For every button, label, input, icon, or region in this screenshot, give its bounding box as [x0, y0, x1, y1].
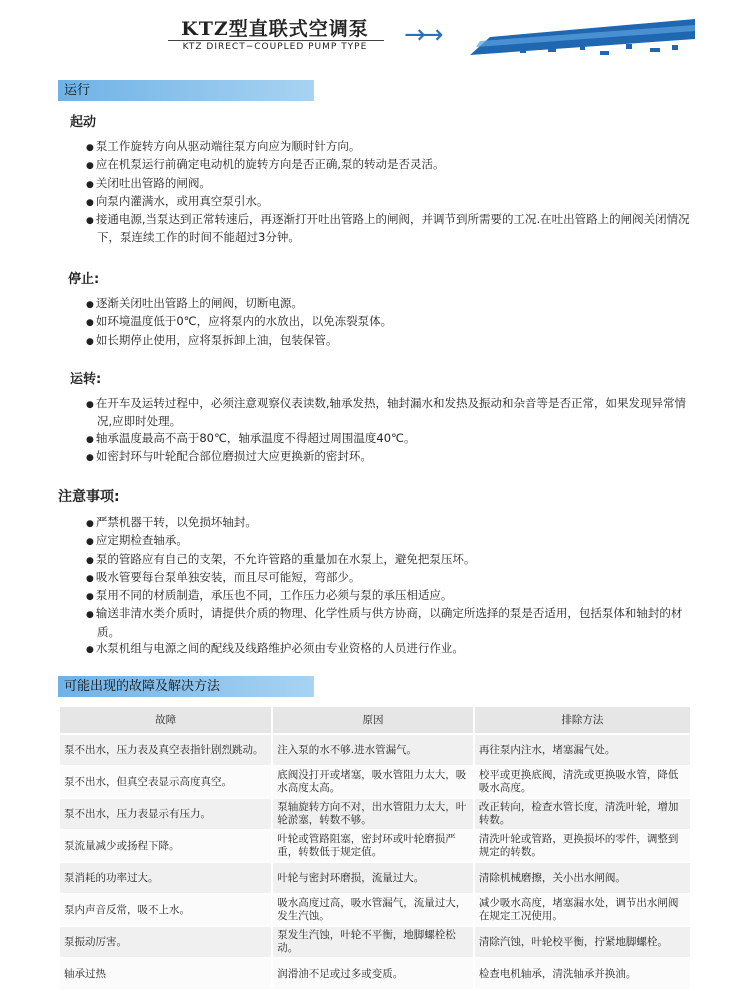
list-item: ● 如长期停止使用，应将泵拆卸上油，包装保管。 — [86, 332, 698, 350]
section-faults-bar: 可能出现的故障及解决方法 — [58, 676, 314, 697]
fault-cell: 泵不出水，但真空表显示高度真空。 — [60, 767, 271, 797]
notes-heading: 注意事项: — [58, 489, 120, 505]
list-item: ● 轴承温度最高不高于80℃，轴承温度不得超过周围温度40℃。 — [86, 430, 698, 448]
stop-list — [86, 295, 698, 350]
cause-cell: 吸水高度过高，吸水管漏气，流量过大，发生汽蚀。 — [273, 895, 473, 925]
list-item: ● 如密封环与叶轮配合部位磨损过大应更换新的密封环。 — [86, 448, 698, 466]
list-item: ● 输送非清水类介质时，请提供介质的物理、化学性质与供方协商，以确定所选择的泵是否适用，包括泵体和轴封的材质。 — [86, 605, 698, 640]
solution-cell: 清除汽蚀，叶轮校平衡，拧紧地脚螺栓。 — [475, 927, 690, 957]
fault-cell: 泵消耗的功率过大。 — [60, 863, 271, 893]
cause-cell: 叶轮或管路阻塞，密封环或叶轮磨损严重，转数低于规定值。 — [273, 831, 473, 861]
list-item: ● 应定期检查轴承。 — [86, 532, 698, 550]
table-row — [60, 735, 690, 765]
table-row — [60, 895, 690, 925]
solution-cell: 清除机械磨擦，关小出水闸阀。 — [475, 863, 690, 893]
cause-cell: 叶轮与密封环磨损，流量过大。 — [273, 863, 473, 893]
cause-cell: 泵发生汽蚀，叶轮不平衡，地脚螺栓松动。 — [273, 927, 473, 957]
table-row — [60, 927, 690, 957]
table-row — [60, 799, 690, 829]
list-item: ● 泵用不同的材质制造，承压也不同，工作压力必须与泵的承压相适应。 — [86, 587, 698, 605]
start-list — [86, 138, 698, 246]
list-item: ● 如环境温度低于0℃，应将泵内的水放出，以免冻裂泵体。 — [86, 313, 698, 331]
solution-cell: 校平或更换底阀，清洗或更换吸水管，降低吸水高度。 — [475, 767, 690, 797]
table-header-row — [60, 707, 690, 733]
solution-cell: 减少吸水高度，堵塞漏水处，调节出水闸阀在规定工况使用。 — [475, 895, 690, 925]
list-item: ● 接通电源,当泵达到正常转速后，再逐渐打开吐出管路上的闸阀，并调节到所需要的工况.在吐出管路上的闸阀关闭情况下，泵连续工作的时间不能超过3分钟。 — [86, 211, 698, 246]
column-header-cause: 原因 — [273, 707, 473, 733]
table-row — [60, 959, 690, 989]
list-item: ● 逐渐关闭吐出管路上的闸阀，切断电源。 — [86, 295, 698, 313]
solution-cell: 检查电机轴承，清洗轴承并换油。 — [475, 959, 690, 989]
double-arrow-icon: →→ — [404, 20, 440, 50]
page-title: KTZ型直联式空调泵 — [181, 18, 369, 40]
cause-cell: 注入泵的水不够.进水管漏气。 — [273, 735, 473, 765]
fault-cell: 轴承过热 — [60, 959, 271, 989]
column-header-solution: 排除方法 — [475, 707, 690, 733]
page-subtitle: KTZ DIRECT−COUPLED PUMP TYPE — [182, 42, 368, 52]
column-header-fault: 故障 — [60, 707, 271, 733]
start-heading: 起动 — [70, 115, 97, 130]
table-row — [60, 767, 690, 797]
fault-cell: 泵流量减少或扬程下降。 — [60, 831, 271, 861]
stop-heading: 停止: — [68, 272, 100, 287]
list-item: ● 向泵内灌满水，或用真空泵引水。 — [86, 193, 698, 211]
table-row — [60, 831, 690, 861]
page-header — [0, 0, 750, 70]
cause-cell: 润滑油不足或过多或变质。 — [273, 959, 473, 989]
fault-cell: 泵不出水，压力表显示有压力。 — [60, 799, 271, 829]
fault-cell: 泵振动厉害。 — [60, 927, 271, 957]
list-item: ● 水泵机组与电源之间的配线及线路维护必须由专业资格的人员进行作业。 — [86, 640, 698, 658]
list-item: ● 严禁机器干转，以免损坏轴封。 — [86, 514, 698, 532]
header-decoration — [450, 17, 695, 63]
table-row — [60, 863, 690, 893]
fault-table — [58, 705, 692, 991]
fault-cell: 泵内声音反常，吸不上水。 — [60, 895, 271, 925]
run-heading: 运转: — [70, 372, 102, 387]
cause-cell: 底阀没打开或堵塞，吸水管阻力太大，吸水高度太高。 — [273, 767, 473, 797]
list-item: ● 泵工作旋转方向从驱动端往泵方向应为顺时针方向。 — [86, 138, 698, 156]
list-item: ● 吸水管要每台泵单独安装，而且尽可能短，弯部少。 — [86, 569, 698, 587]
list-item: ● 在开车及运转过程中，必须注意观察仪表读数,轴承发热，轴封漏水和发热及振动和杂音等是否正常，如果发现异常情况,应即时处理。 — [86, 395, 698, 430]
list-item: ● 关闭吐出管路的闸阀。 — [86, 175, 698, 193]
fault-cell: 泵不出水，压力表及真空表指针剧烈跳动。 — [60, 735, 271, 765]
solution-cell: 再往泵内注水，堵塞漏气处。 — [475, 735, 690, 765]
notes-list — [86, 514, 698, 658]
solution-cell: 清洗叶轮或管路，更换损坏的零件，调整到规定的转数。 — [475, 831, 690, 861]
list-item: ● 泵的管路应有自己的支架，不允许管路的重量加在水泵上，避免把泵压坏。 — [86, 551, 698, 569]
list-item: ● 应在机泵运行前确定电动机的旋转方向是否正确,泵的转动是否灵活。 — [86, 156, 698, 174]
section-operation-bar: 运行 — [58, 80, 314, 101]
title-divider — [168, 40, 384, 41]
solution-cell: 改正转向，检查水管长度，清洗叶轮，增加转数。 — [475, 799, 690, 829]
run-list — [86, 395, 698, 466]
cause-cell: 泵轴旋转方向不对，出水管阻力太大，叶轮淤塞，转数不够。 — [273, 799, 473, 829]
